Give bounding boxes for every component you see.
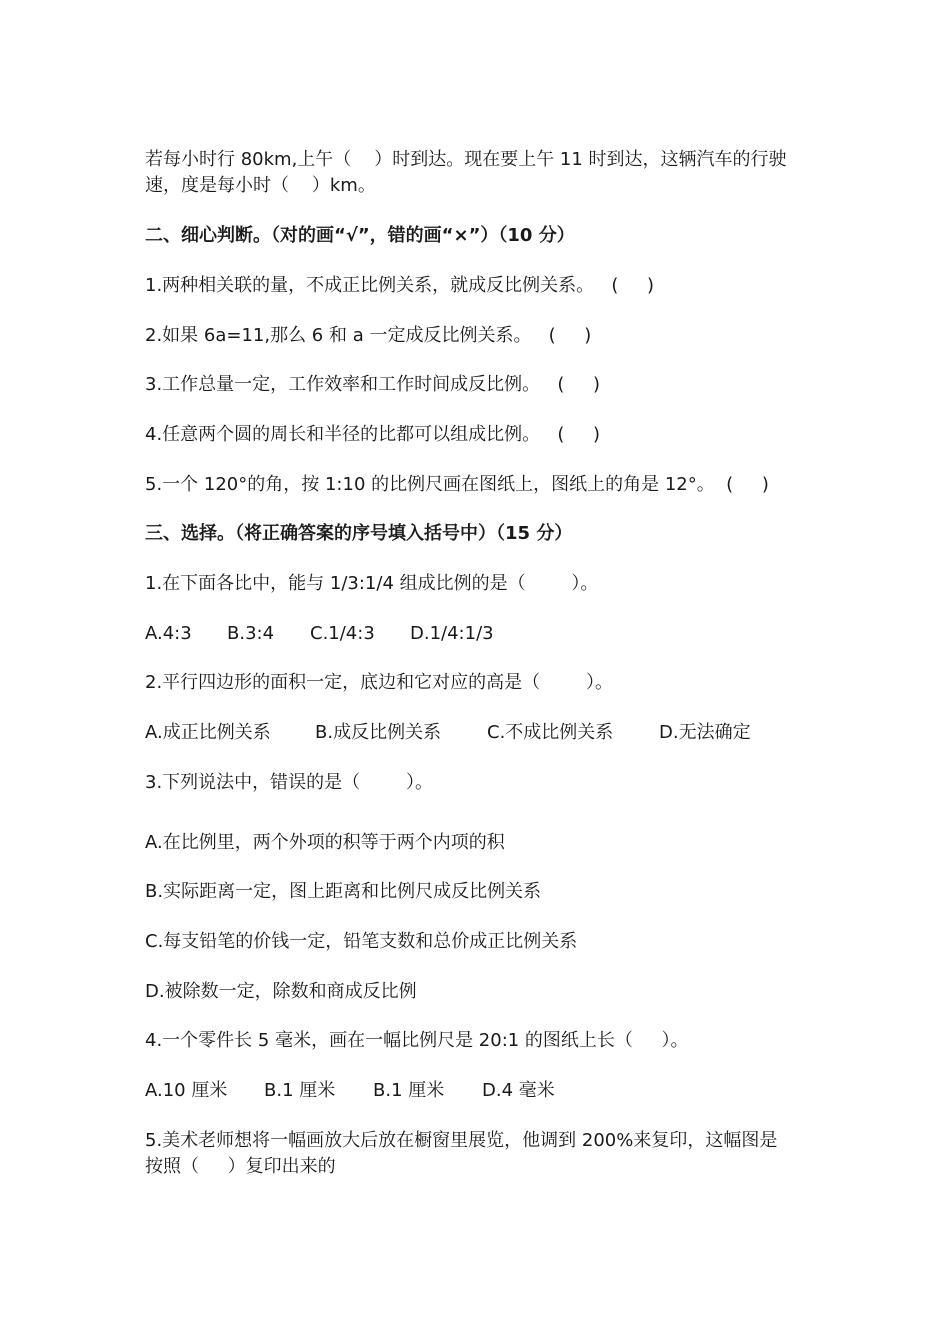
choice-question-5-line-1: 5.美术老师想将一幅画放大后放在橱窗里展览，他调到 200%来复印，这幅图是 xyxy=(145,1130,778,1151)
option: C.不成比例关系 xyxy=(487,722,614,743)
option: B.1 厘米 xyxy=(264,1080,336,1101)
judge-item-5: 5.一个 120°的角，按 1:10 的比例尺画在图纸上，图纸上的角是 12°。 ( ) xyxy=(145,474,769,495)
choice-question-2: 2.平行四边形的面积一定，底边和它对应的高是（ ）。 xyxy=(145,672,613,693)
intro-line-1: 若每小时行 80km,上午（ ）时到达。现在要上午 11 时到达，这辆汽车的行驶 xyxy=(145,149,787,170)
judge-item-4: 4.任意两个圆的周长和半径的比都可以组成比例。 ( ) xyxy=(145,424,600,445)
option: B.成反比例关系 xyxy=(315,722,442,743)
section-2-heading: 二、细心判断。（对的画“√”，错的画“×”）（10 分） xyxy=(145,225,575,246)
section-3-heading: 三、选择。（将正确答案的序号填入括号中）（15 分） xyxy=(145,523,573,544)
option: A.成正比例关系 xyxy=(145,722,271,743)
choice-question-3: 3.下列说法中，错误的是（ ）。 xyxy=(145,772,433,793)
judge-item-1: 1.两种相关联的量，不成正比例关系，就成反比例关系。 ( ) xyxy=(145,275,654,296)
option: D.被除数一定，除数和商成反比例 xyxy=(145,981,417,1002)
intro-line-2: 速，度是每小时（ ）km。 xyxy=(145,175,376,196)
option: A.10 厘米 xyxy=(145,1080,228,1101)
option: D.无法确定 xyxy=(659,722,751,743)
choice-question-4: 4.一个零件长 5 毫米，画在一幅比例尺是 20:1 的图纸上长（ ）。 xyxy=(145,1030,689,1051)
option: B.3:4 xyxy=(227,623,275,644)
option: B.1 厘米 xyxy=(373,1080,445,1101)
choice-question-1: 1.在下面各比中，能与 1/3:1/4 组成比例的是（ ）。 xyxy=(145,573,599,594)
judge-item-2: 2.如果 6a=11,那么 6 和 a 一定成反比例关系。 ( ) xyxy=(145,325,592,346)
option: B.实际距离一定，图上距离和比例尺成反比例关系 xyxy=(145,881,542,902)
option: D.4 毫米 xyxy=(482,1080,555,1101)
option: C.1/4:3 xyxy=(310,623,375,644)
judge-item-3: 3.工作总量一定，工作效率和工作时间成反比例。 ( ) xyxy=(145,374,600,395)
option: D.1/4:1/3 xyxy=(410,623,494,644)
choice-question-5-line-2: 按照（ ）复印出来的 xyxy=(145,1156,336,1177)
option: A.在比例里，两个外项的积等于两个内项的积 xyxy=(145,832,505,853)
option: C.每支铅笔的价钱一定，铅笔支数和总价成正比例关系 xyxy=(145,931,578,952)
option: A.4:3 xyxy=(145,623,192,644)
